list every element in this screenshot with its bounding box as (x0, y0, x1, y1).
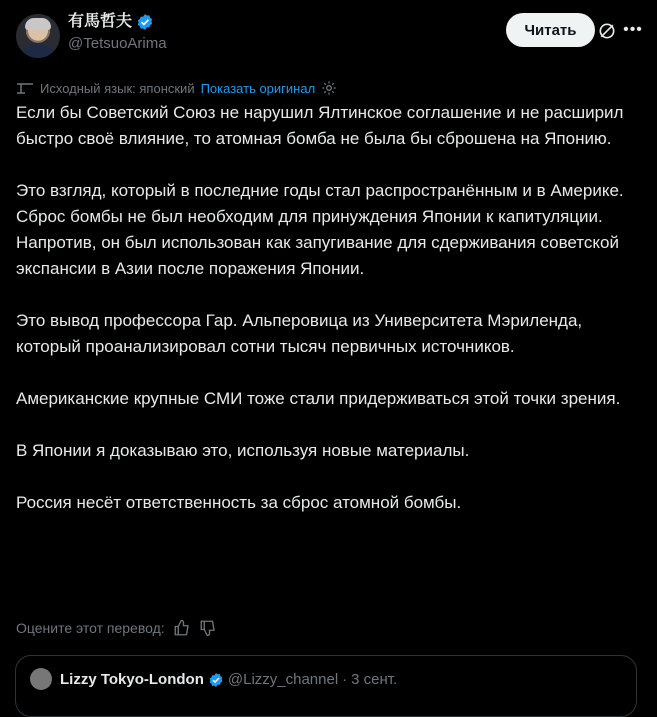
tweet-paragraph: Это взгляд, который в последние годы стал распространённым и в Америке. (16, 181, 624, 200)
thumbs-up-icon[interactable] (173, 619, 191, 637)
translate-icon (16, 81, 34, 95)
author-display-name[interactable]: 有馬哲夫 (68, 13, 133, 30)
author-name-block (68, 12, 167, 54)
grok-icon[interactable] (597, 21, 617, 41)
tweet-paragraph: Сброс бомбы не был необходим для принуждения Японии к капитуляции. Напротив, он был использован как запугивание для сдерживания советской экспансии в Азии после поражения Японии. (16, 207, 619, 278)
quoted-tweet[interactable] (15, 655, 637, 717)
tweet-header (16, 12, 641, 60)
quoted-separator: · (342, 671, 348, 688)
author-avatar[interactable] (16, 14, 60, 58)
quoted-date[interactable]: 3 сент. (351, 671, 398, 688)
avatar-suit (20, 44, 56, 58)
tweet-text (16, 100, 636, 516)
tweet-paragraph: Американские крупные СМИ тоже стали придерживаться этой точки зрения. (16, 389, 621, 408)
source-language-label: Исходный язык: японский (40, 80, 195, 96)
show-original-link[interactable]: Показать оригинал (200, 80, 316, 96)
rate-translation-label: Оцените этот перевод: (16, 620, 165, 636)
thumbs-down-icon[interactable] (199, 619, 217, 637)
author-handle[interactable]: @TetsuoArima (68, 35, 167, 52)
follow-button[interactable]: Читать (506, 13, 595, 47)
quoted-author-name[interactable]: Lizzy Tokyo-London (60, 671, 204, 688)
more-options-icon[interactable]: ••• (623, 21, 643, 38)
gear-icon[interactable] (321, 80, 337, 96)
avatar-hair (25, 18, 51, 30)
tweet-paragraph: В Японии я доказываю это, используя новые материалы. (16, 441, 470, 460)
rate-translation (16, 618, 217, 638)
tweet-paragraph: Россия несёт ответственность за сброс атомной бомбы. (16, 493, 462, 512)
quoted-author-avatar[interactable] (30, 668, 52, 690)
quoted-author-handle[interactable]: @Lizzy_channel (227, 671, 339, 688)
quoted-tweet-header (60, 671, 397, 688)
author-display-name-row[interactable] (68, 12, 167, 32)
tweet-paragraph: Если бы Советский Союз не нарушил Ялтинское соглашение и не расширил быстро своё влияние, то атомная бомба не была бы сброшена на Японию. (16, 103, 624, 148)
verified-badge-icon (136, 13, 154, 31)
verified-badge-icon (208, 672, 224, 688)
tweet-paragraph: Это вывод профессора Гар. Альперовица из Университета Мэриленда, который проанализировал сотни тысяч первичных источников. (16, 311, 583, 356)
translation-bar (16, 78, 337, 98)
